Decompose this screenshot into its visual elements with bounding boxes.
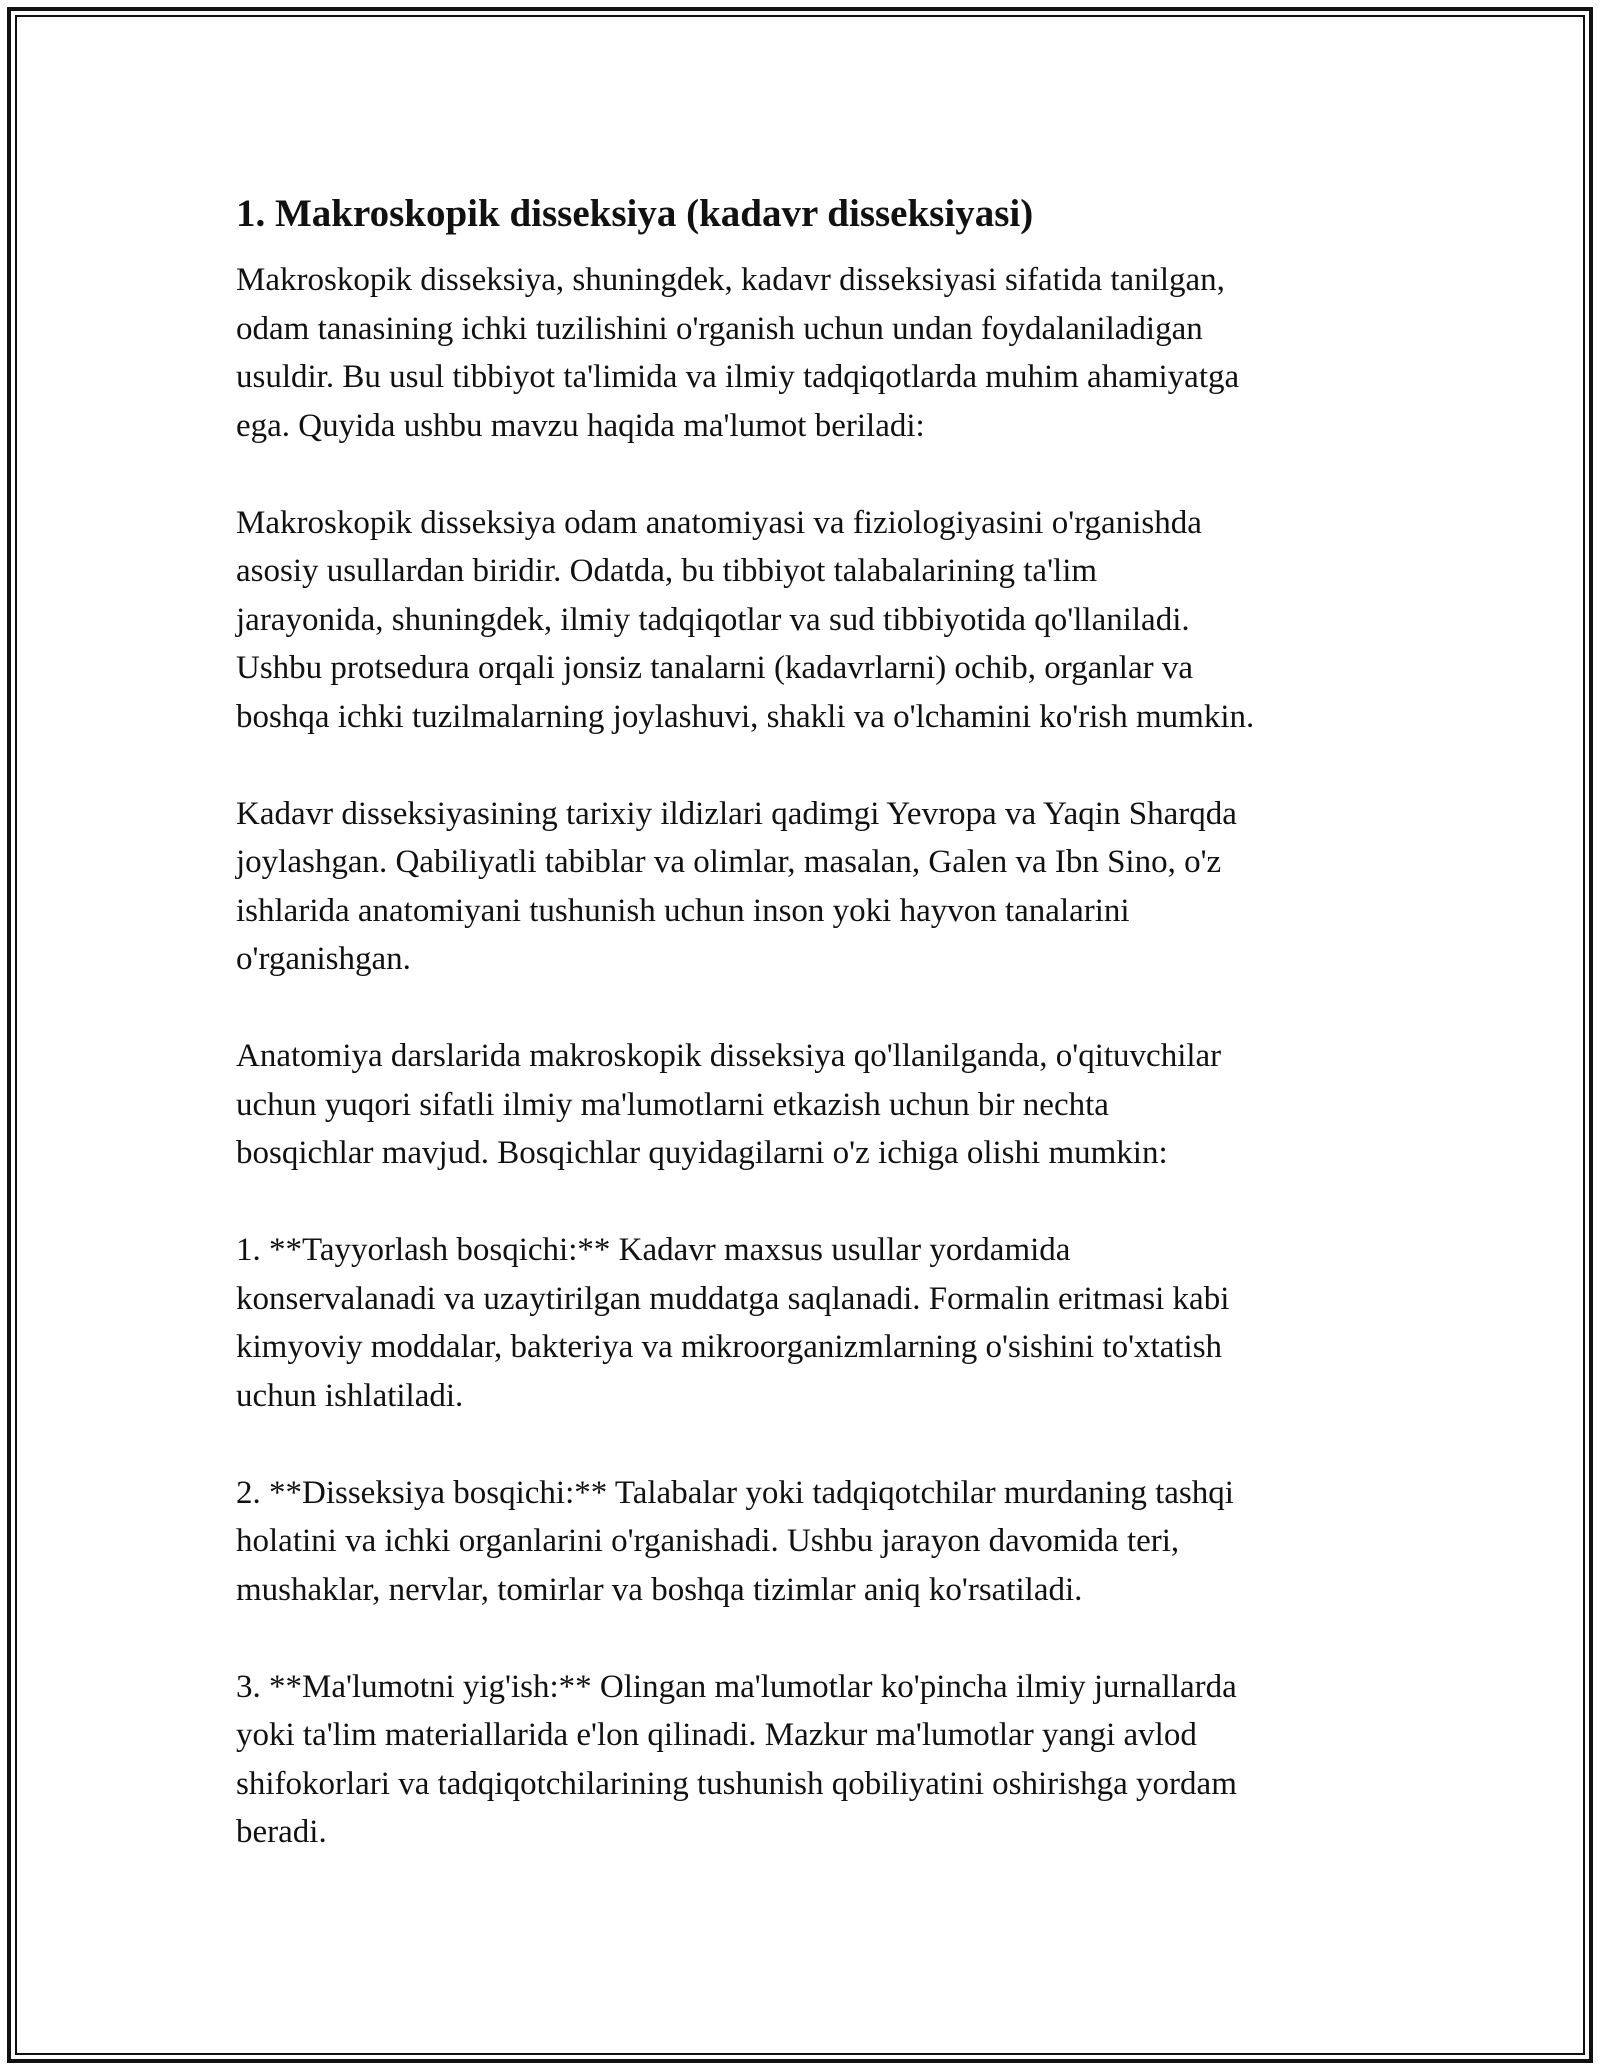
list-item-data-collection: 3. **Ma'lumotni yig'ish:** Olingan ma'lumotlar ko'pincha ilmiy jurnallarda yoki ta'lim materiallarida e'lon qilinadi. Mazkur ma'lumotlar yangi avlod shifokorlari va tadqiqotchilarining tushunish qobiliyatini oshirishga yordam beradi.	[236, 1668, 1237, 1850]
list-item-dissection: 2. **Disseksiya bosqichi:** Talabalar yoki tadqiqotchilar murdaning tashqi holatini va ichki organlarini o'rganishadi. Ushbu jarayon davomida teri, mushaklar, nervlar, tomirlar va boshqa tizimlar aniq ko'rsatiladi.	[236, 1474, 1234, 1608]
paragraph-intro: Makroskopik disseksiya, shuningdek, kadavr disseksiyasi sifatida tanilgan, odam tanasining ichki tuzilishini o'rganish uchun undan foydalaniladigan usuldir. Bu usul tibbiyot ta'limida va ilmiy tadqiqotlarda muhim ahamiyatga ega. Quyida ushbu mavzu haqida ma'lumot beriladi:	[236, 262, 1240, 444]
paragraph-stages-intro: Anatomiya darslarida makroskopik disseksiya qo'llanilganda, o'qituvchilar uchun yuqori sifatli ilmiy ma'lumotlarni etkazish uchun bir nechta bosqichlar mavjud. Bosqichlar quyidagilarni o'z ichiga olishi mumkin:	[236, 1038, 1222, 1171]
paragraph-overview: Makroskopik disseksiya odam anatomiyasi va fiziologiyasini o'rganishda asosiy usullardan biridir. Odatda, bu tibbiyot talabalarining ta'lim jarayonida, shuningdek, ilmiy tadqiqotlar va sud tibbiyotida qo'llaniladi. Ushbu protsedura orqali jonsiz tanalarni (kadavrlarni) ochib, organlar va boshqa ichki tuzilmalarning joylashuvi, shakli va o'lchamini ko'rish mumkin.	[236, 504, 1255, 735]
paragraph-history: Kadavr disseksiyasining tarixiy ildizlari qadimgi Yevropa va Yaqin Sharqda joylashgan. Qabiliyatli tabiblar va olimlar, masalan, Galen va Ibn Sino, o'z ishlarida anatomiyani tushunish uchun inson yoki hayvon tanalarini o'rganishgan.	[236, 795, 1237, 977]
document-title: 1. Makroskopik disseksiya (kadavr disseksiyasi)	[236, 192, 1034, 235]
document-body	[236, 186, 1386, 1905]
list-item-preparation: 1. **Tayyorlash bosqichi:** Kadavr maxsus usullar yordamida konservalanadi va uzaytirilgan muddatga saqlanadi. Formalin eritmasi kabi kimyoviy moddalar, bakteriya va mikroorganizmlarning o'sishini to'xtatish uchun ishlatiladi.	[236, 1232, 1230, 1414]
